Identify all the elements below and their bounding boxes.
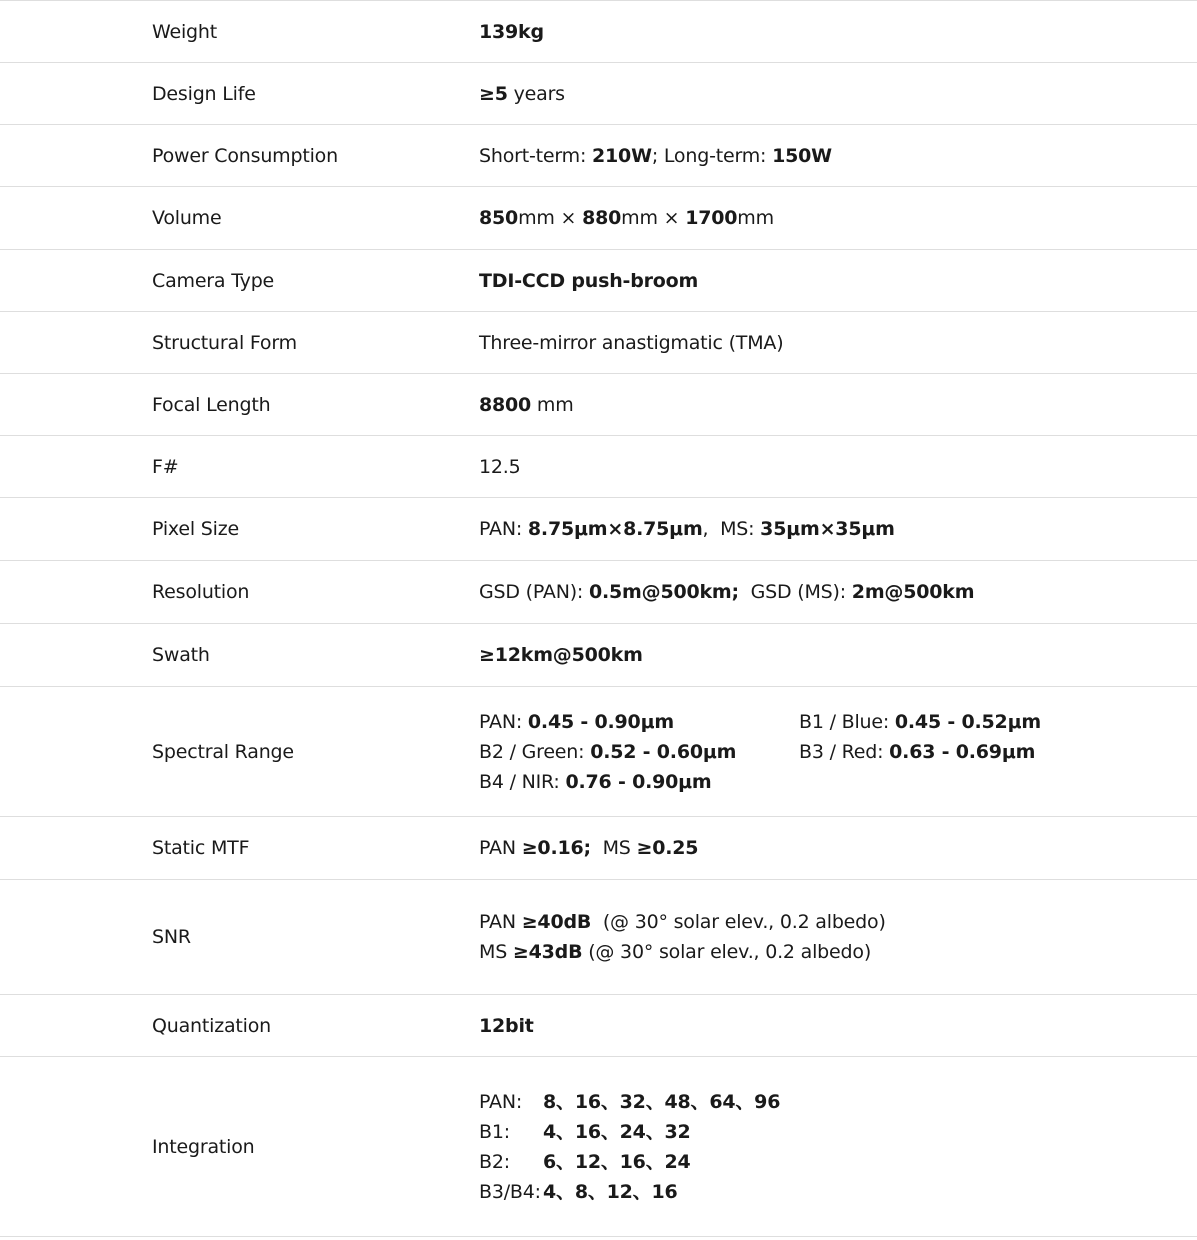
row-label: Camera Type: [152, 269, 275, 292]
row-value: PAN ≥0.16; MS ≥0.25: [479, 837, 699, 859]
row-label: Quantization: [152, 1014, 272, 1037]
snr-line: PAN ≥40dB (@ 30° solar elev., 0.2 albedo): [479, 911, 886, 933]
row-spectral-range: [0, 687, 1197, 817]
row-swath: [0, 624, 1197, 687]
row-value: Short-term: 210W; Long-term: 150W: [479, 144, 832, 167]
row-value: [479, 1087, 1197, 1207]
integration-line: B1: 4、16、24、32: [479, 1120, 691, 1143]
integration-line: B3/B4: 4、8、12、16: [479, 1180, 678, 1203]
row-value: PAN: 8.75μm×8.75μm, MS: 35μm×35μm: [479, 518, 895, 540]
row-label: Design Life: [152, 82, 256, 105]
row-power-consumption: [0, 125, 1197, 187]
row-value: 8800 mm: [479, 393, 574, 416]
row-static-mtf: [0, 817, 1197, 880]
row-value: [479, 707, 1197, 797]
row-value: 139kg: [479, 20, 544, 43]
row-label: Power Consumption: [152, 144, 338, 167]
row-design-life: [0, 63, 1197, 125]
spectral-band: B4 / NIR: 0.76 - 0.90μm: [479, 770, 712, 793]
row-quantization: [0, 995, 1197, 1057]
row-label: F#: [152, 455, 179, 478]
row-label: Swath: [152, 644, 210, 666]
integration-line: PAN: 8、16、32、48、64、96: [479, 1090, 781, 1113]
row-structural-form: [0, 312, 1197, 374]
spectral-band: B1 / Blue: 0.45 - 0.52μm: [799, 710, 1041, 733]
row-label: Structural Form: [152, 331, 297, 354]
row-value: ≥12km@500km: [479, 644, 643, 666]
row-integration: [0, 1057, 1197, 1237]
row-label: Volume: [152, 207, 222, 229]
row-value: 850mm × 880mm × 1700mm: [479, 207, 774, 229]
row-label: Weight: [152, 20, 217, 43]
row-value: GSD (PAN): 0.5m@500km; GSD (MS): 2m@500km: [479, 581, 975, 603]
row-label: Static MTF: [152, 837, 250, 859]
spectral-band: B3 / Red: 0.63 - 0.69μm: [799, 740, 1036, 763]
row-label: Resolution: [152, 581, 250, 603]
row-snr: [0, 880, 1197, 995]
snr-line: MS ≥43dB (@ 30° solar elev., 0.2 albedo): [479, 941, 872, 963]
row-volume: [0, 187, 1197, 250]
row-label: Focal Length: [152, 393, 271, 416]
row-camera-type: [0, 250, 1197, 312]
row-f-number: [0, 436, 1197, 498]
integration-line: B2: 6、12、16、24: [479, 1150, 691, 1173]
row-label: SNR: [152, 926, 191, 948]
row-label: Pixel Size: [152, 518, 239, 540]
row-value: [479, 907, 1197, 967]
row-pixel-size: [0, 498, 1197, 561]
row-value: Three-mirror anastigmatic (TMA): [479, 331, 784, 354]
row-value: 12.5: [479, 455, 521, 478]
spectral-band-grid: [479, 707, 1197, 797]
row-weight: [0, 0, 1197, 63]
spectral-band: B2 / Green: 0.52 - 0.60μm: [479, 740, 737, 763]
spectral-band: PAN: 0.45 - 0.90μm: [479, 710, 674, 733]
row-value: TDI-CCD push-broom: [479, 269, 699, 292]
row-label: Integration: [152, 1135, 255, 1158]
row-value: ≥5 years: [479, 82, 565, 105]
row-value: 12bit: [479, 1014, 534, 1037]
row-label: Spectral Range: [152, 740, 294, 763]
row-resolution: [0, 561, 1197, 624]
row-focal-length: [0, 374, 1197, 436]
